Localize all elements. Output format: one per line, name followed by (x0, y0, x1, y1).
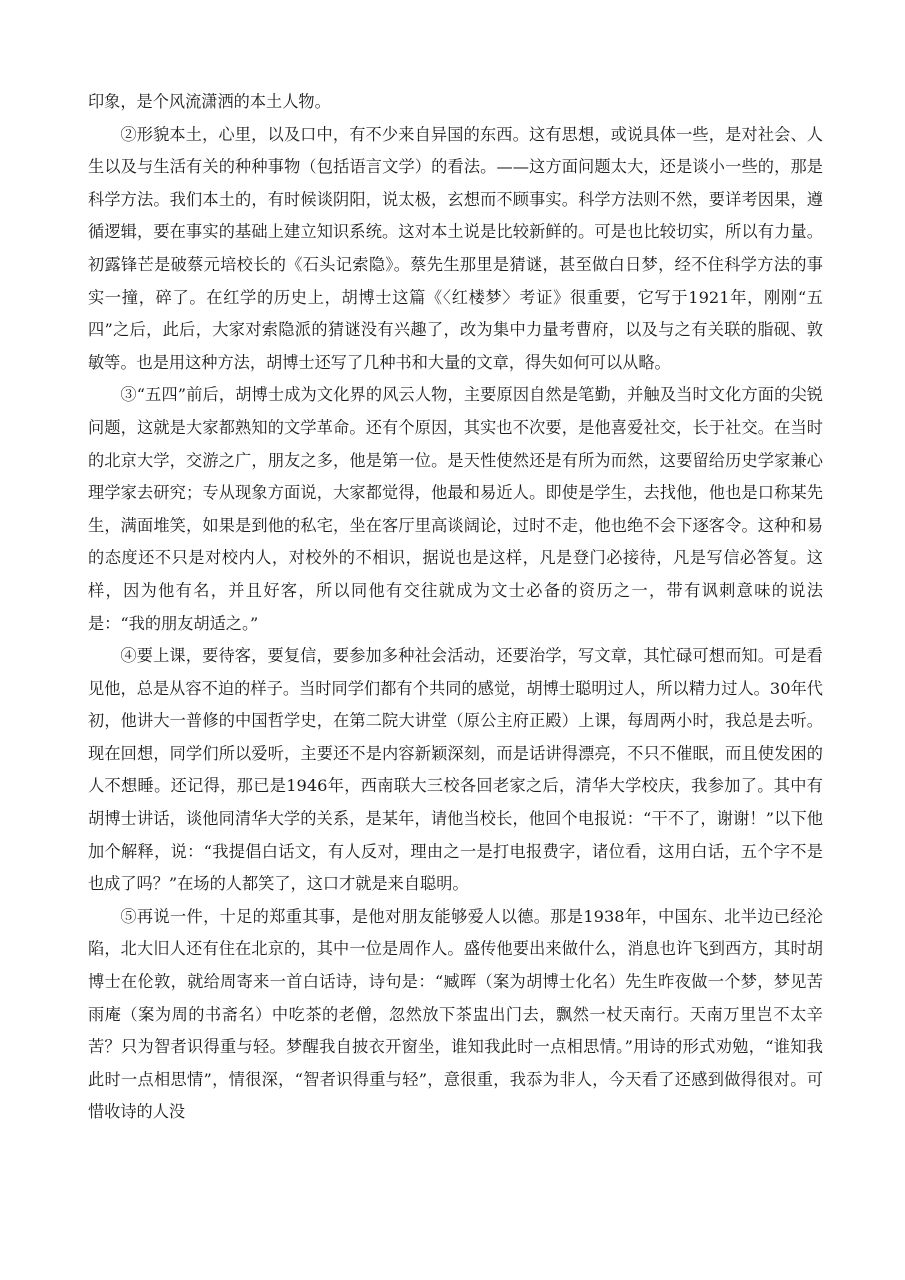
article-body (88, 86, 823, 1129)
paragraph-4-busy-and-eloquent: ④要上课，要待客，要复信，要参加多种社会活动，还要治学，写文章，其忙碌可想而知。可是看见他，总是从容不迫的样子。当时同学们都有个共同的感觉，胡博士聪明过人，所以精力过人。30年代初，他讲大一普修的中国哲学史，在第二院大讲堂（原公主府正殿）上课，每周两小时，我总是去听。现在回想，同学们所以爱听，主要还不是内容新颖深刻，而是话讲得漂亮，不只不催眠，而且使发困的人不想睡。还记得，那已是1946年，西南联大三校各回老家之后，清华大学校庆，我参加了。其中有胡博士讲话，谈他同清华大学的关系，是某年，请他当校长，他回个电报说：“干不了，谢谢！”以下他加个解释，说：“我提倡白话文，有人反对，理由之一是打电报费字，诸位看，这用白话，五个字不是也成了吗？”在场的人都笑了，这口才就是来自聪明。 (88, 646, 823, 894)
paragraph-continuation: 印象，是个风流潇洒的本土人物。 (88, 92, 331, 111)
paragraph-3-social-figure: ③“五四”前后，胡博士成为文化界的风云人物，主要原因自然是笔勤，并触及当时文化方面的尖锐问题，这就是大家都熟知的文学革命。还有个原因，其实也不次要，是他喜爱社交，长于社交。在当时的北京大学，交游之广，朋友之多，他是第一位。是天性使然还是有所为而然，这要留给历史学家兼心理学家去研究；专从现象方面说，大家都觉得，他最和易近人。即使是学生，去找他，他也是口称某先生，满面堆笑，如果是到他的私宅，坐在客厅里高谈阔论，过时不走，他也绝不会下逐客令。这种和易的态度还不只是对校内人，对校外的不相识，据说也是这样，凡是登门必接待，凡是写信必答复。这样，因为他有名，并且好客，所以同他有交往就成为文士必备的资历之一，带有讽刺意味的说法是：“我的朋友胡适之。” (88, 385, 823, 633)
paragraph-2-scientific-method: ②形貌本土，心里，以及口中，有不少来自异国的东西。这有思想，或说具体一些，是对社会、人生以及与生活有关的种种事物（包括语言文学）的看法。——这方面问题太大，还是谈小一些的，那是科学方法。我们本土的，有时候谈阴阳，说太极，玄想而不顾事实。科学方法则不然，要详考因果，遵循逻辑，要在事实的基础上建立知识系统。这对本土说是比较新鲜的。可是也比较切实，所以有力量。初露锋芒是破蔡元培校长的《石头记索隐》。蔡先生那里是猜谜，甚至做白日梦，经不住科学方法的事实一撞，碎了。在红学的历史上，胡博士这篇《〈红楼梦〉考证》很重要，它写于1921年，刚刚“五四”之后，此后，大家对索隐派的猜谜没有兴趣了，改为集中力量考曹府，以及与之有关联的脂砚、敦敏等。也是用这种方法，胡博士还写了几种书和大量的文章，得失如何可以从略。 (88, 124, 823, 372)
paragraph-5-poem-to-zhou: ⑤再说一件，十足的郑重其事，是他对朋友能够爱人以德。那是1938年，中国东、北半边已经沦陷，北大旧人还有住在北京的，其中一位是周作人。盛传他要出来做什么，消息也许飞到西方，其时胡博士在伦敦，就给周寄来一首白话诗，诗句是：“臧晖（案为胡博士化名）先生昨夜做一个梦，梦见苦雨庵（案为周的书斋名）中吃茶的老僧，忽然放下茶盅出门去，飘然一杖天南行。天南万里岂不太辛苦？只为智者识得重与轻。梦醒我自披衣开窗坐，谁知我此时一点相思情。”用诗的形式劝勉，“谁知我此时一点相思情”，情很深，“智者识得重与轻”，意很重，我忝为非人，今天看了还感到做得很对。可惜收诗的人没 (88, 906, 823, 1122)
